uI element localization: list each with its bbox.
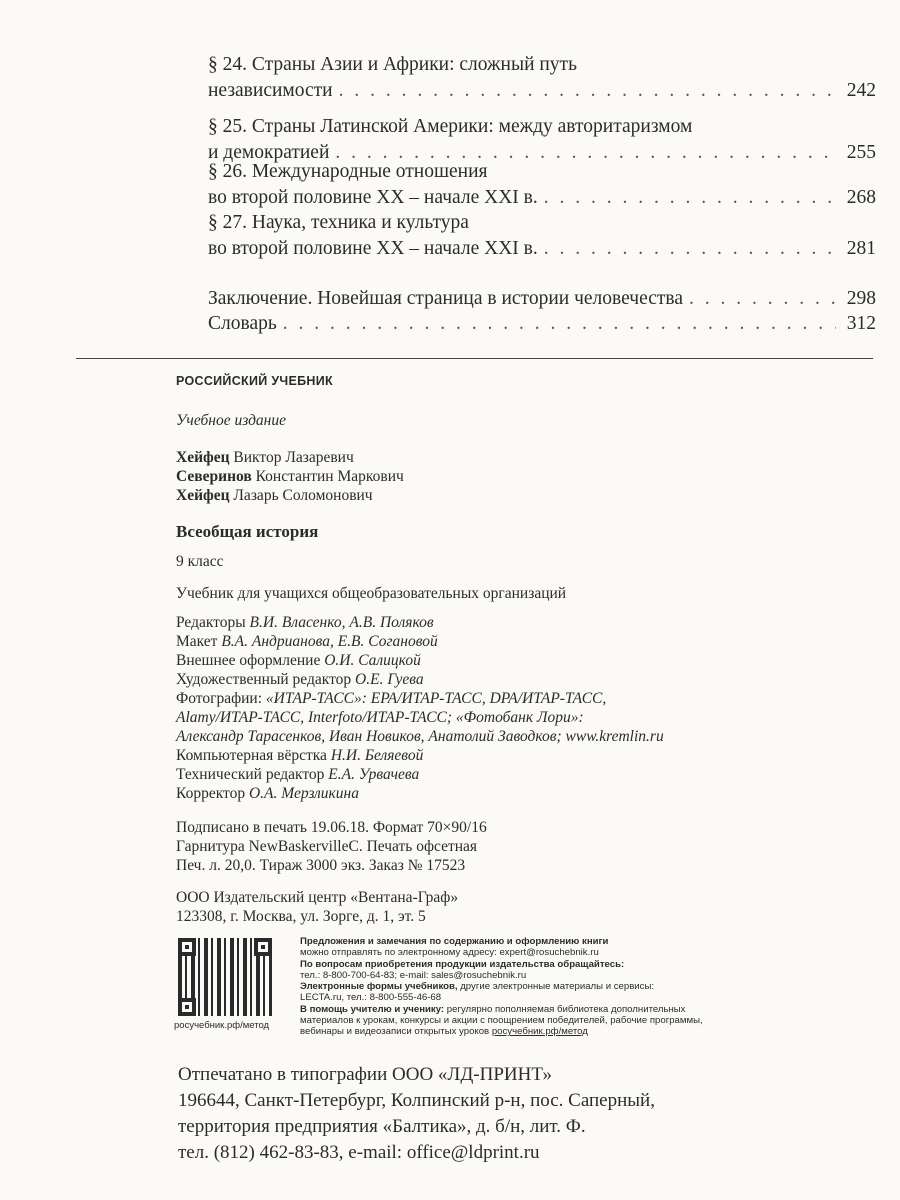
toc-page-number: 312 [846,313,876,334]
toc-last-line [208,311,876,337]
print-info [176,818,876,875]
qr-finder [178,938,196,956]
dot-leader [544,236,836,262]
toc-page-number: 281 [846,238,876,259]
qr-code-icon [178,938,272,1016]
toc-entry-27 [208,210,876,262]
printer-info [178,1062,655,1166]
qr-finder [178,998,196,1016]
series-label: РОССИЙСКИЙ УЧЕБНИК [176,374,333,388]
dot-leader [283,311,836,337]
toc-last-line [208,185,876,211]
publisher [176,888,876,926]
dot-leader [544,185,836,211]
contact-line: Электронные формы учебников, другие электронные материалы и сервисы: [300,981,655,993]
grade: 9 класс [176,553,224,570]
credit-line: Компьютерная вёрстка Н.И. Беляевой [176,747,424,764]
contact-line: вебинары и видеозаписи открытых уроков росучебник.рф/метод [300,1026,588,1038]
edition-type: Учебное издание [176,412,286,429]
print-info-line: Подписано в печать 19.06.18. Формат 70×90/16 [176,819,487,836]
toc-page-number: 298 [846,288,876,309]
credit-line: Художественный редактор О.Е. Гуева [176,671,424,688]
toc-title-end: Заключение. Новейшая страница в истории человечества [208,288,683,309]
printer-line: тел. (812) 462-83-83, e-mail: office@ldprint.ru [178,1142,540,1163]
credit-line: Редакторы В.И. Власенко, А.В. Поляков [176,614,434,631]
toc-last-line [208,78,876,104]
qr-caption: росучебник.рф/метод [174,1020,270,1031]
toc-entry-conclusion [208,286,876,312]
toc-title-end: Словарь [208,313,277,334]
contact-text: можно отправлять по электронному адресу: expert@rosuchebnik.ru [300,947,599,959]
book-title: Всеобщая история [176,522,319,541]
qr-finder [254,938,272,956]
photo-credits-line: Alamy/ИТАР-ТАСС, Interfoto/ИТАР-ТАСС; «Фотобанк Лори»: [176,709,584,726]
toc-page-number: 255 [846,142,876,163]
dot-leader [339,78,836,104]
contact-text: материалов к урокам, конкурсы и акции с поощрением победителей, рабочие программы, [300,1015,703,1027]
contact-text: LECTA.ru, тел.: 8-800-555-46-68 [300,992,442,1004]
photo-credits: Фотографии: «ИТАР-ТАСС»: EPA/ИТАР-ТАСС, DPA/ИТАР-ТАСС, [176,690,607,707]
book-subtitle: Учебник для учащихся общеобразовательных организаций [176,585,567,602]
print-info-line: Печ. л. 20,0. Тираж 3000 экз. Заказ № 17523 [176,857,466,874]
toc-entry-24 [208,52,876,104]
photo-credits-line: Александр Тарасенков, Иван Новиков, Анатолий Заводков; www.kremlin.ru [176,728,664,745]
contact-heading: Предложения и замечания по содержанию и оформлению книги [300,936,609,947]
toc-page-number: 242 [846,80,876,101]
toc-last-line [208,286,876,312]
toc-entry-26 [208,159,876,211]
toc-title-end: независимости [208,80,333,101]
contact-info [300,936,800,1038]
contact-text: тел.: 8-800-700-64-83; e-mail: sales@rosuchebnik.ru [300,969,527,981]
toc-title-line: § 24. Страны Азии и Африки: сложный путь [208,54,577,75]
contact-heading: По вопросам приобретения продукции издательства обращайтесь: [300,958,625,970]
toc-page-number: 268 [846,187,876,208]
toc-entry-glossary [208,311,876,337]
toc-last-line [208,236,876,262]
print-info-line: Гарнитура NewBaskervilleC. Печать офсетная [176,838,478,855]
author: Северинов Константин Маркович [176,468,404,485]
divider-rule [76,358,873,359]
credit-line: Внешнее оформление О.И. Салицкой [176,652,421,669]
author: Хейфец Лазарь Соломонович [176,487,373,504]
credit-line: Макет В.А. Андрианова, Е.В. Согановой [176,633,438,650]
contact-line: В помощь учителю и ученику: регулярно пополняемая библиотека дополнительных [300,1003,686,1015]
printer-line: территория предприятия «Балтика», д. б/н, лит. Ф. [178,1116,586,1137]
printer-line: Отпечатано в типографии ООО «ЛД-ПРИНТ» [178,1064,552,1085]
publisher-address: 123308, г. Москва, ул. Зорге, д. 1, эт. 5 [176,908,426,925]
author: Хейфец Виктор Лазаревич [176,449,354,466]
toc-title-line: § 25. Страны Латинской Америки: между авторитаризмом [208,116,693,137]
credit-line: Корректор О.А. Мерзликина [176,785,359,802]
credit-line: Технический редактор Е.А. Урвачева [176,766,420,783]
credits [176,613,876,803]
authors [176,448,876,505]
toc-title-end: и демократией [208,142,330,163]
method-link[interactable]: росучебник.рф/метод [491,1026,588,1038]
toc-title-end: во второй половине XX – начале XXI в. [208,187,538,208]
dot-leader [689,286,836,312]
printer-line: 196644, Санкт-Петербург, Колпинский р-н, пос. Саперный, [178,1090,655,1111]
publisher-name: ООО Издательский центр «Вентана-Граф» [176,889,459,906]
toc-title-end: во второй половине XX – начале XXI в. [208,238,538,259]
toc-title-line: § 27. Наука, техника и культура [208,212,469,233]
toc-title-line: § 26. Международные отношения [208,161,488,182]
